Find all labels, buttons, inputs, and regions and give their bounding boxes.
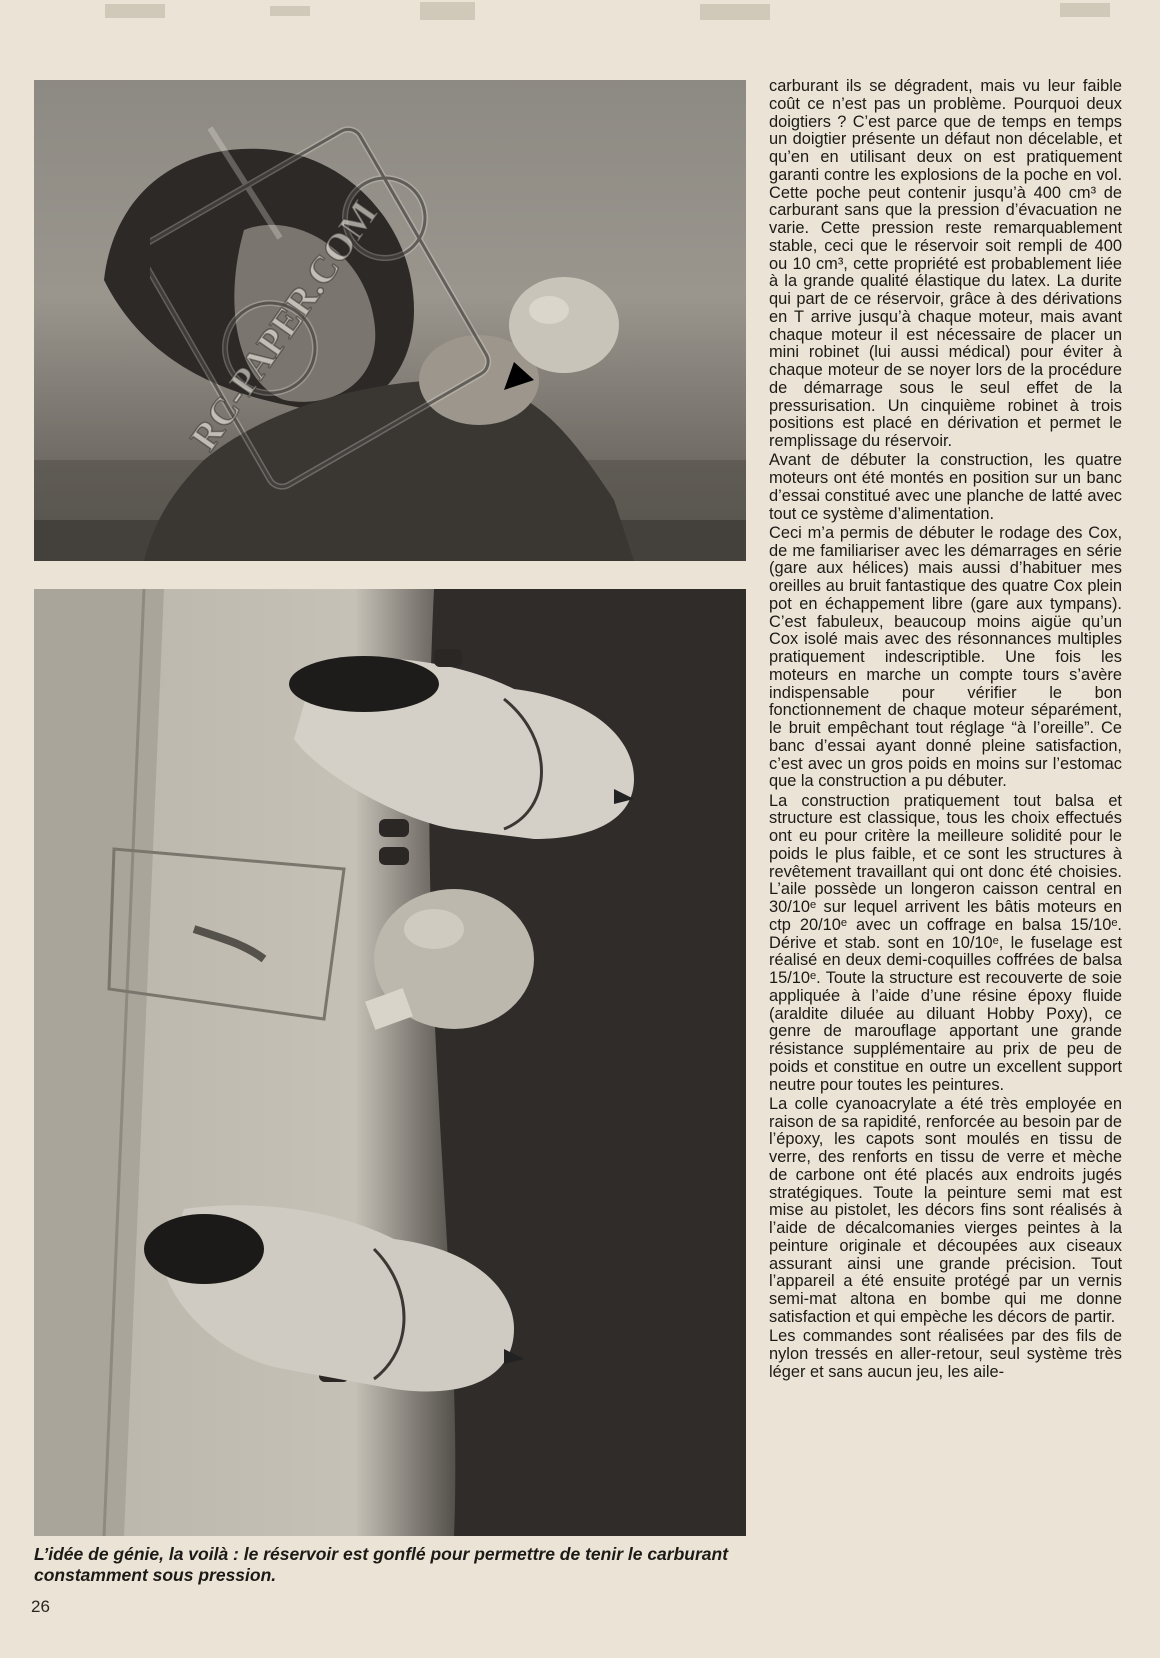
photo-wing-engines — [34, 589, 746, 1536]
article-body — [769, 78, 1122, 1643]
photo-caption: L’idée de génie, la voilà : le réservoir est gonflé pour permettre de tenir le carburant constamment sous pression. — [34, 1544, 729, 1585]
paragraph: La construction pratiquement tout balsa et structure est classique, tous les choix effectués ont eu pour critère la meilleure solidité pour le poids le plus faible, et ce sont les structures à revêtement travaillant qui ont donc été choisies. L’aile possède un longeron caisson central en 30/10ᵉ sur lequel arrivent les bâtis moteurs en ctp 20/10ᵉ avec un coffrage en balsa 15/10ᵉ. Dérive et stab. sont en 10/10ᵉ, le fuselage est réalisé en deux demi-coquilles coffrées de balsa 15/10ᵉ. Toute la structure est recouverte de soie appliquée à l’aide d’une résine époxy fluide (araldite diluée au diluant Hobby Poxy), ce genre de marouflage apportant une grande résistance supplémentaire au prix de peu de poids et constitue en outre un excellent support neutre pour toutes les peintures. — [769, 791, 1122, 1094]
scan-edge-marks — [0, 0, 1160, 40]
watermark-text: RC-PAPER.COM — [182, 193, 386, 459]
paragraph: Les commandes sont réalisées par des fils de nylon tressés en aller-retour, seul système très léger et sans aucun jeu, les aile- — [769, 1327, 1122, 1381]
paragraph: Avant de débuter la construction, les quatre moteurs ont été montés en position sur un banc d’essai constitué avec une planche de latté avec tout ce système d’alimentation. — [769, 451, 1122, 523]
paragraph: La colle cyanoacrylate a été très employée en raison de sa rapidité, renforcée au besoin par de l’époxy, les capots sont moulés en tissu de verre, des renforts en tissu de verre et mèche de carbone ont été placés aux endroits jugés stratégiques. Toute la peinture semi mat est mise au pistolet, les décors fins sont réalisés à l’aide de décalcomanies vierges peintes à la peinture originale et découpées aux ciseaux assurant ainsi une grande précision. Tout l’appareil a été ensuite protégé par un vernis semi-mat altona en bombe qui me donne satisfaction et qui empèche les décors de partir. — [769, 1094, 1122, 1326]
page-number: 26 — [31, 1597, 50, 1616]
watermark-logo — [150, 88, 510, 508]
paragraph: carburant ils se dégradent, mais vu leur faible coût ce n’est pas un problème. Pourquoi deux doigtiers ? C’est parce que de temps en temps un doigtier présente un défaut non décelable, et qu’en en utilisant deux on est pratiquement garanti contre les explosions de la poche en vol. Cette poche peut contenir jusqu’à 400 cm³ de carburant sans que la pression d’évacuation ne varie. Cette pression reste remarquablement stable, ceci que le réservoir soit rempli de 400 ou 10 cm³, cette propriété est probablement liée à la grande qualité élastique du latex. La durite qui part de ce réservoir, grâce à des dérivations en T arrive jusqu’à chaque moteur, mais avant chaque moteur il est nécessaire de placer un mini robinet (lui aussi médical) pour éviter à chaque moteur de se noyer lors de la procédure de démarrage sous le seul effet de la pressurisation. Un cinquième robinet à trois positions est placé en dérivation et permet le remplissage du réservoir. — [769, 78, 1122, 450]
paragraph: Ceci m’a permis de débuter le rodage des Cox, de me familiariser avec les démarrages en série (gare aux hélices) mais aussi d’habituer mes oreilles au bruit fantastique des quatre Cox plein pot en échappement libre (gare aux tympans). C’est fabuleux, beaucoup moins aigüe qu’un Cox isolé mais avec des résonnances multiples pratiquement indescriptible. Une fois les moteurs en marche un compte tours s’avère indispensable pour vérifier le bon fonctionnement de chaque moteur séparément, le bruit empêchant tout réglage “à l’oreille”. Ce banc d’essai ayant donné pleine satisfaction, c’est avec un gros poids en moins sur l’estomac que la construction a pu débuter. — [769, 523, 1122, 791]
